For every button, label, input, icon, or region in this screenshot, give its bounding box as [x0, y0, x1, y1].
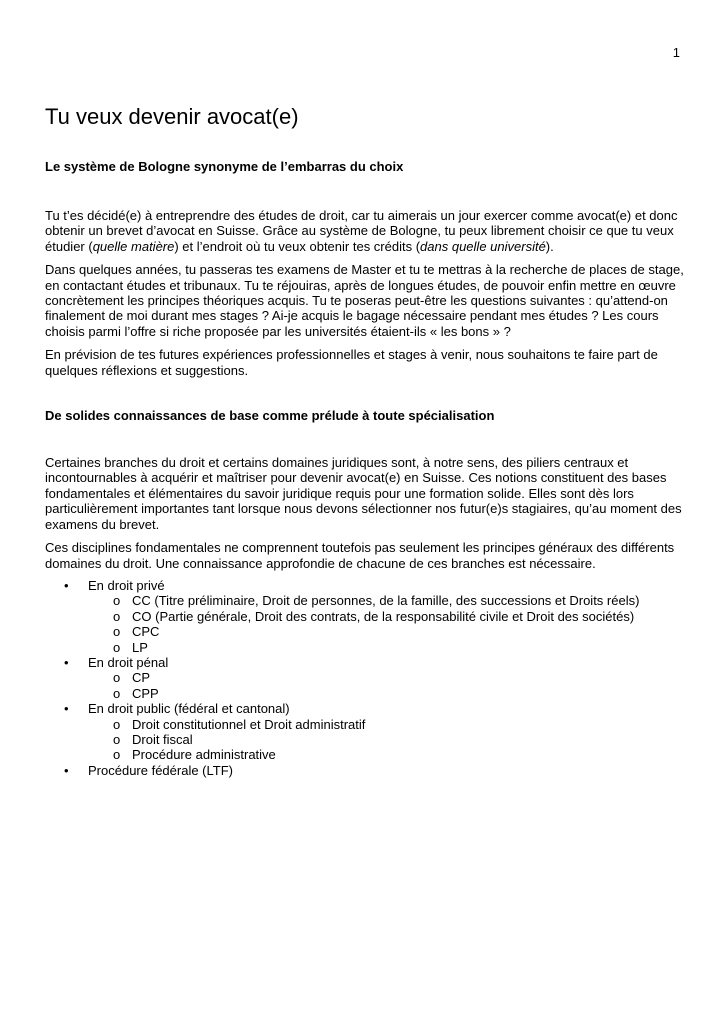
sub-list-item-label: CP: [132, 670, 151, 686]
circle-bullet-icon: o: [113, 731, 121, 747]
bullet-icon: •: [64, 701, 69, 717]
section-heading-connaissances: De solides connaissances de base comme prélude à toute spécialisation: [45, 408, 495, 424]
paragraph-intro: [45, 208, 685, 254]
sub-list-item-label: CC (Titre préliminaire, Droit de personnes, de la famille, des successions et Droits réels): [132, 593, 640, 609]
sub-list-item: [45, 624, 685, 639]
sub-list-item: [45, 640, 685, 655]
paragraph-intro-text-c: ) et l’endroit où tu veux obtenir tes crédits (: [174, 238, 421, 254]
sub-list-item-label: LP: [132, 639, 148, 655]
circle-bullet-icon: o: [113, 639, 121, 655]
paragraph-intro-emphasis-matiere: quelle matière: [92, 238, 175, 254]
paragraph-intro-text-a: Tu t’es décidé(e) à entreprendre des études de droit, car tu aimerais un jour exercer comme avocat(e) et donc obtenir un brevet d’avocat en Suisse. Grâce au système de Bologne, tu peux librement choisir ce que tu veux étudier (: [45, 208, 678, 254]
sub-list-item-label: Droit constitutionnel et Droit administratif: [132, 716, 366, 732]
sub-list-item: [45, 593, 685, 608]
section-heading-bologne: Le système de Bologne synonyme de l’embarras du choix: [45, 159, 404, 174]
circle-bullet-icon: o: [113, 593, 121, 609]
circle-bullet-icon: o: [113, 716, 121, 732]
circle-bullet-icon: o: [113, 670, 121, 686]
paragraph-branches: Certaines branches du droit et certains domaines juridiques sont, à notre sens, des piliers centraux et incontournables à acquérir et maîtriser pour devenir avocat(e) en Suisse. Ces notions constituent des bases fondamentales et élémentaires du savoir juridique requis pour une formation solide. Elles sont dès lors particulièrement importantes tant lorsque nous devons sélectionner nos futur(e)s stagiaires, qu’au moment des examens du brevet.: [45, 455, 682, 532]
sub-list-item: [45, 717, 685, 732]
paragraph-intro-text-e: ).: [545, 238, 554, 254]
paragraph-intro-emphasis-universite: dans quelle université: [420, 238, 546, 254]
circle-bullet-icon: o: [113, 747, 121, 763]
sub-list-item-label: CO (Partie générale, Droit des contrats, de la responsabilité civile et Droit des sociétés): [132, 608, 635, 624]
sub-list-item-label: Droit fiscal: [132, 731, 193, 747]
list-item-droit-public: [45, 701, 685, 716]
circle-bullet-icon: o: [113, 608, 121, 624]
document-content: [45, 102, 685, 778]
sub-list-item: [45, 732, 685, 747]
sub-list-item: [45, 686, 685, 701]
bullet-icon: •: [64, 654, 69, 670]
list-item-label: En droit privé: [88, 577, 165, 593]
circle-bullet-icon: o: [113, 685, 121, 701]
sub-list-item: [45, 747, 685, 762]
list-item-droit-penal: [45, 655, 685, 670]
page-number: 1: [672, 45, 680, 60]
paragraph-prevision: En prévision de tes futures expériences professionnelles et stages à venir, nous souhaitons te faire part de quelques réflexions et suggestions.: [45, 347, 658, 378]
paragraph-disciplines: Ces disciplines fondamentales ne comprennent toutefois pas seulement les principes généraux des différents domaines du droit. Une connaissance approfondie de chacune de ces branches est nécessaire.: [45, 540, 675, 571]
list-item-procedure-federale: [45, 763, 685, 778]
bullet-icon: •: [64, 577, 69, 593]
list-item-label: En droit public (fédéral et cantonal): [88, 701, 290, 717]
list-item-droit-prive: [45, 578, 685, 593]
document-title: Tu veux devenir avocat(e): [45, 104, 299, 129]
list-item-label: En droit pénal: [88, 654, 169, 670]
circle-bullet-icon: o: [113, 624, 121, 640]
sub-list-item-label: CPP: [132, 685, 159, 701]
sub-list-item-label: Procédure administrative: [132, 747, 276, 763]
sub-list-item: [45, 670, 685, 685]
sub-list-item-label: CPC: [132, 624, 160, 640]
list-item-label: Procédure fédérale (LTF): [88, 762, 233, 778]
sub-list-item: [45, 609, 685, 624]
bullet-icon: •: [64, 762, 69, 778]
paragraph-master: Dans quelques années, tu passeras tes examens de Master et tu te mettras à la recherche de places de stage, en contactant études et tribunaux. Tu te réjouiras, après de longues études, de pouvoir enfin mettre en œuvre concrètement les principes théoriques acquis. Tu te poseras peut-être les questions suivantes : qu’attend-on finalement de moi durant mes stages ? Ai-je acquis le bagage nécessaire pendant mes études ? Les cours choisis parmi l’offre si riche proposée par les universités étaient-ils « les bons » ?: [45, 262, 684, 339]
disciplines-list: [45, 578, 685, 778]
